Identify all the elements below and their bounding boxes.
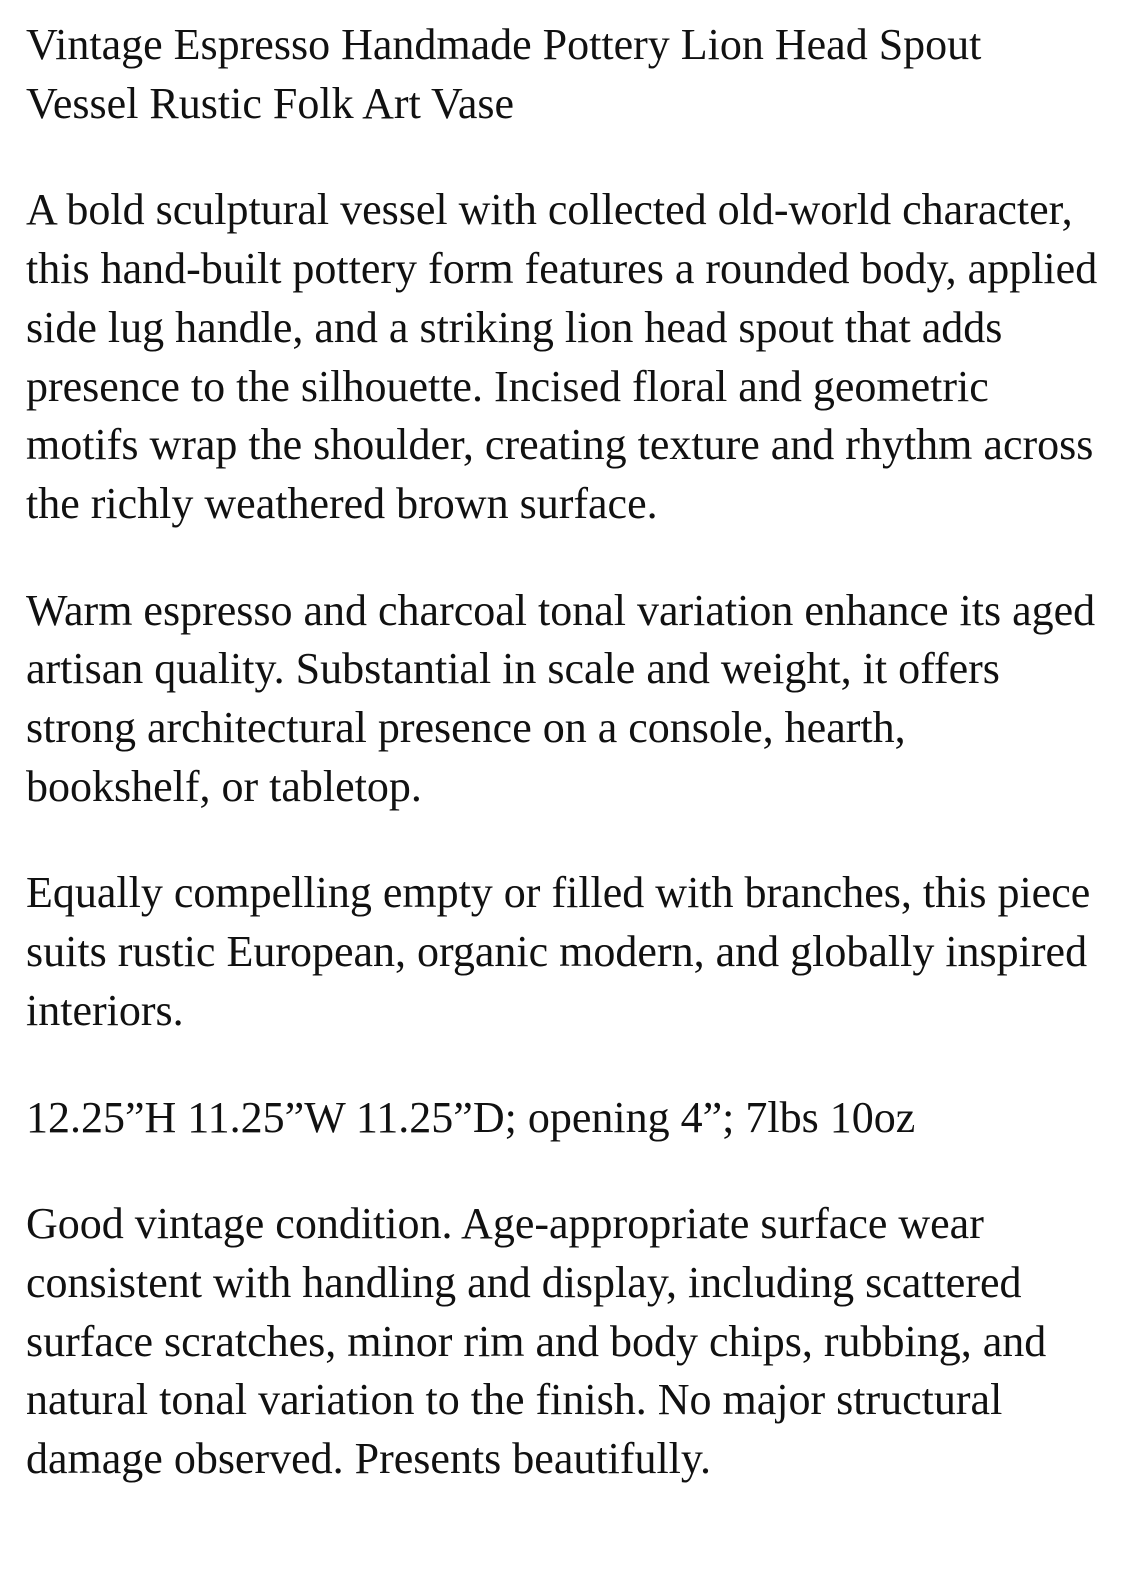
spacer xyxy=(26,534,1101,582)
listing-description xyxy=(26,16,1101,1489)
listing-title: Vintage Espresso Handmade Pottery Lion Head Spout Vessel Rustic Folk Art Vase xyxy=(26,20,982,128)
spacer xyxy=(26,816,1101,864)
description-paragraph: A bold sculptural vessel with collected old-world character, this hand-built pottery form features a rounded body, applied side lug handle, and a striking lion head spout that adds presence to the silhouette. Incised floral and geometric motifs wrap the shoulder, creating texture and rhythm across the richly weathered brown surface. xyxy=(26,185,1098,528)
condition-paragraph: Good vintage condition. Age-appropriate surface wear consistent with handling and display, including scattered surface scratches, minor rim and body chips, rubbing, and natural tonal variation to the finish. No major structural damage observed. Presents beautifully. xyxy=(26,1199,1047,1484)
spacer xyxy=(26,1147,1101,1195)
spacer xyxy=(26,133,1101,181)
spacer xyxy=(26,1041,1101,1089)
description-paragraph: Equally compelling empty or filled with branches, this piece suits rustic European, organic modern, and globally inspired interiors. xyxy=(26,868,1091,1035)
description-paragraph: Warm espresso and charcoal tonal variation enhance its aged artisan quality. Substantial in scale and weight, it offers strong architectural presence on a console, hearth, bookshelf, or tabletop. xyxy=(26,585,1096,811)
dimensions-line: 12.25”H 11.25”W 11.25”D; opening 4”; 7lbs 10oz xyxy=(26,1092,916,1142)
